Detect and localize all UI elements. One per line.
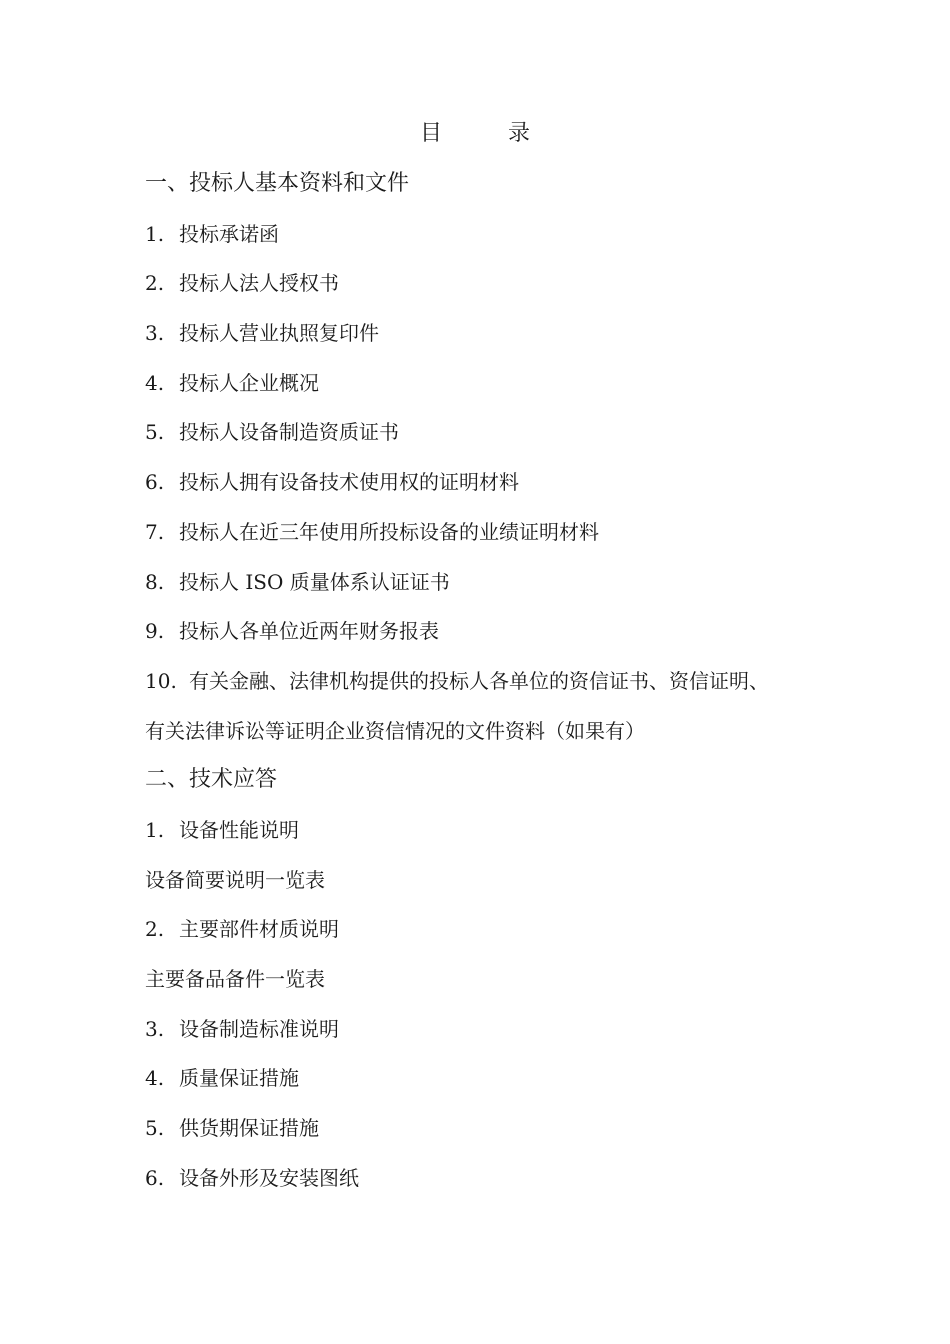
toc-item-number: 6. xyxy=(145,470,165,495)
toc-item-text: 供货期保证措施 xyxy=(179,1116,319,1141)
toc-item-text: 投标人各单位近两年财务报表 xyxy=(179,619,439,644)
table-of-contents xyxy=(145,166,825,1209)
toc-item xyxy=(145,1160,825,1210)
toc-subitem xyxy=(145,961,825,1011)
toc-item xyxy=(145,1011,825,1061)
section-heading: 二、技术应答 xyxy=(145,767,278,793)
toc-item xyxy=(145,911,825,961)
toc-item xyxy=(145,216,825,266)
toc-item-number: 9. xyxy=(145,619,165,644)
toc-item-text: 有关金融、法律机构提供的投标人各单位的资信证书、资信证明、 xyxy=(189,668,769,693)
toc-item xyxy=(145,464,825,514)
toc-item xyxy=(145,1060,825,1110)
toc-item xyxy=(145,414,825,464)
toc-item-text: 设备制造标准说明 xyxy=(179,1016,339,1041)
toc-subitem xyxy=(145,862,825,912)
toc-item-text: 投标人企业概况 xyxy=(179,370,319,395)
toc-item-number: 2. xyxy=(145,917,165,942)
toc-item xyxy=(145,613,825,663)
toc-item-text: 投标人设备制造资质证书 xyxy=(179,420,399,445)
toc-item xyxy=(145,663,825,713)
toc-item-number: 10. xyxy=(145,668,177,693)
toc-item xyxy=(145,315,825,365)
toc-item-number: 6. xyxy=(145,1165,165,1190)
toc-item-number: 3. xyxy=(145,321,165,346)
toc-item-text: 主要部件材质说明 xyxy=(179,917,339,942)
toc-item-text: 有关法律诉讼等证明企业资信情况的文件资料（如果有） xyxy=(145,718,645,743)
toc-item-text: 投标人法人授权书 xyxy=(179,271,339,296)
page-title: 目 录 xyxy=(419,121,552,146)
toc-item xyxy=(145,812,825,862)
toc-item-number: 5. xyxy=(145,420,165,445)
toc-item-text: 质量保证措施 xyxy=(179,1066,299,1091)
toc-item-text: 设备性能说明 xyxy=(179,817,299,842)
toc-item-number: 4. xyxy=(145,1066,165,1091)
toc-item-text: 设备外形及安装图纸 xyxy=(179,1165,359,1190)
toc-item-number: 7. xyxy=(145,519,165,544)
toc-item-number: 2. xyxy=(145,271,165,296)
toc-item-number: 8. xyxy=(145,569,165,594)
toc-item-number: 3. xyxy=(145,1016,165,1041)
toc-item-number: 1. xyxy=(145,221,165,246)
toc-item-text: 投标人在近三年使用所投标设备的业绩证明材料 xyxy=(179,519,599,544)
toc-item-number: 4. xyxy=(145,370,165,395)
toc-item-text: 投标人营业执照复印件 xyxy=(179,321,379,346)
toc-item-number: 5. xyxy=(145,1116,165,1141)
toc-item xyxy=(145,265,825,315)
toc-item-text: 投标承诺函 xyxy=(179,221,279,246)
toc-item-text: 设备简要说明一览表 xyxy=(145,867,325,892)
toc-item xyxy=(145,365,825,415)
toc-item-continuation xyxy=(145,713,825,763)
toc-item xyxy=(145,564,825,614)
toc-item-text: 投标人拥有设备技术使用权的证明材料 xyxy=(179,470,519,495)
toc-item xyxy=(145,514,825,564)
toc-item-number: 1. xyxy=(145,817,165,842)
toc-item-text: 主要备品备件一览表 xyxy=(145,967,325,991)
toc-item-text: 投标人 ISO 质量体系认证证书 xyxy=(179,569,450,594)
section-heading: 一、投标人基本资料和文件 xyxy=(145,171,410,196)
toc-item xyxy=(145,1110,825,1160)
